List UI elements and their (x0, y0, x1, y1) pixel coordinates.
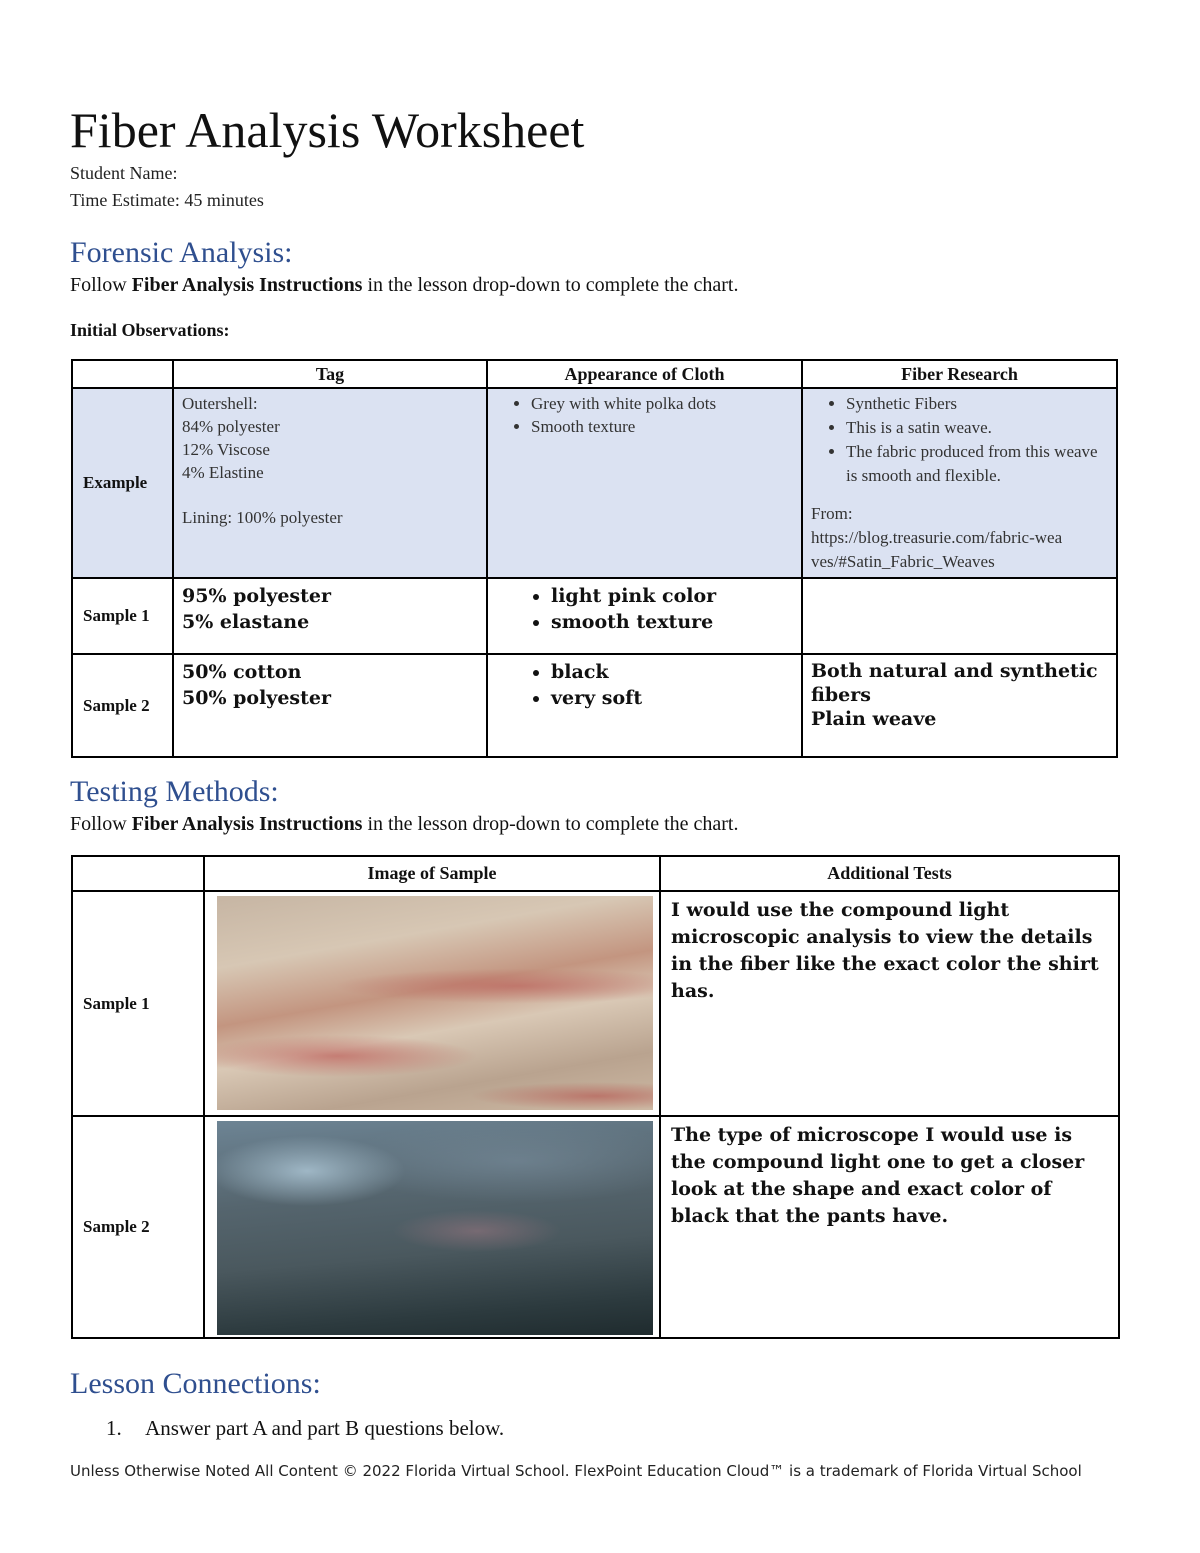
observations-header-row (72, 360, 1117, 388)
column-header-appearance: Appearance of Cloth (487, 360, 802, 388)
row-label-sample1: Sample 1 (72, 578, 173, 654)
list-item: • very soft (551, 685, 793, 711)
page-title: Fiber Analysis Worksheet (70, 102, 585, 158)
list-item: • This is a satin weave. (846, 416, 1108, 440)
footer-copyright: Unless Otherwise Noted All Content © 2022 Florida Virtual School. FlexPoint Education Cloud™ is a trademark of Florida Virtual School (70, 1462, 1082, 1480)
list-item: • Smooth texture (531, 415, 793, 438)
sample1-tests-cell: I would use the compound light microscopic analysis to view the details in the fiber like the exact color the shirt has. (660, 891, 1119, 1116)
list-item: • Synthetic Fibers (846, 392, 1108, 416)
sample2-appearance-cell (487, 654, 802, 757)
initial-observations-heading: Initial Observations: (70, 320, 230, 340)
testing-sample1-row (72, 891, 1119, 1116)
testing-header-row (72, 856, 1119, 891)
sample1-row (72, 578, 1117, 654)
sample2-research-cell: Both natural and synthetic fibers Plain weave (802, 654, 1117, 757)
column-header-image: Image of Sample (204, 856, 660, 891)
list-text: Answer part A and part B questions below. (145, 1416, 505, 1440)
column-header-tag: Tag (173, 360, 487, 388)
sample2-fabric-image (217, 1121, 653, 1335)
list-item: • smooth texture (551, 609, 793, 635)
sample2-row (72, 654, 1117, 757)
sample2-tests-cell: The type of microscope I would use is the compound light one to get a closer look at the shape and exact color of black that the pants have. (660, 1116, 1119, 1338)
testing-heading: Testing Methods: (70, 775, 279, 808)
student-name-label: Student Name: (70, 163, 178, 183)
sample1-image-cell (204, 891, 660, 1116)
header-empty-cell (72, 360, 173, 388)
row-label-sample1: Sample 1 (72, 891, 204, 1116)
example-tag-cell: Outershell: 84% polyester 12% Viscose 4% Elastine Lining: 100% polyester (173, 388, 487, 578)
source-url: https://blog.treasurie.com/fabric-wea (811, 528, 1063, 547)
testing-instructions: Follow Fiber Analysis Instructions in the lesson drop-down to complete the chart. (70, 813, 739, 835)
row-label-sample2: Sample 2 (72, 654, 173, 757)
lesson-heading: Lesson Connections: (70, 1367, 321, 1400)
column-header-tests: Additional Tests (660, 856, 1119, 891)
sample1-appearance-cell (487, 578, 802, 654)
sample1-tag-cell: 95% polyester 5% elastane (173, 578, 487, 654)
list-number: 1. (106, 1416, 122, 1440)
testing-sample2-row (72, 1116, 1119, 1338)
forensic-instructions: Follow Fiber Analysis Instructions in the lesson drop-down to complete the chart. (70, 274, 739, 296)
testing-table (71, 855, 1120, 1339)
example-research-cell: • Synthetic Fibers • This is a satin weave. • The fabric produced from this weave is smooth and flexible. From: https://blog.treasurie.com/fabric-wea ves/#Satin_Fabric_Weaves (802, 388, 1117, 578)
observations-table (71, 359, 1118, 758)
instructions-link-text: Fiber Analysis Instructions (131, 813, 363, 835)
list-item: • light pink color (551, 583, 793, 609)
instructions-link-text: Fiber Analysis Instructions (131, 274, 363, 296)
sample2-image-cell (204, 1116, 660, 1338)
list-item: • Grey with white polka dots (531, 392, 793, 415)
list-item: • black (551, 659, 793, 685)
source-url-cont: ves/#Satin_Fabric_Weaves (811, 552, 995, 571)
header-empty-cell (72, 856, 204, 891)
lesson-list-item (106, 1416, 504, 1441)
example-row (72, 388, 1117, 578)
example-appearance-cell (487, 388, 802, 578)
forensic-heading: Forensic Analysis: (70, 236, 293, 269)
list-item: • The fabric produced from this weave is smooth and flexible. (846, 440, 1108, 488)
sample1-research-cell[interactable] (802, 578, 1117, 654)
row-label-sample2: Sample 2 (72, 1116, 204, 1338)
row-label-example: Example (72, 388, 173, 578)
sample1-fabric-image (217, 896, 653, 1110)
time-estimate: Time Estimate: 45 minutes (70, 190, 264, 210)
column-header-research: Fiber Research (802, 360, 1117, 388)
sample2-tag-cell: 50% cotton 50% polyester (173, 654, 487, 757)
